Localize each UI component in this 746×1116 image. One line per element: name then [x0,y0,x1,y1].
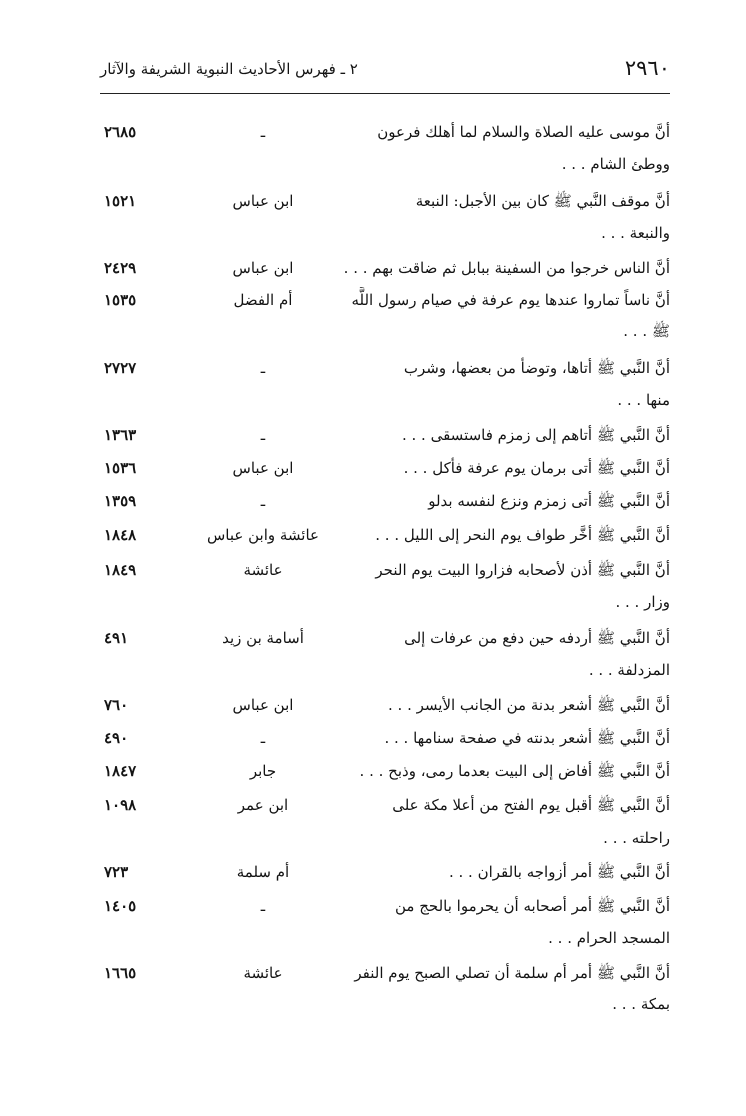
hadith-text: أنَّ النَّبي ﷺ أذن لأصحابه فزاروا البيت يوم النحر [375,561,670,579]
index-entry [100,893,670,947]
reference-number: ٢٤٢٩ [104,259,137,277]
narrator: ابن عمر [237,796,289,814]
hadith-text-continuation: والنبعة . . . [601,224,670,242]
narrator: أم سلمة [236,863,290,881]
reference-number: ١٥٣٥ [104,291,137,309]
index-entry [100,188,670,242]
reference-number: ١٨٤٨ [104,526,137,544]
narrator: ـ [260,359,266,377]
running-title: ٢ ـ فهرس الأحاديث النبوية الشريفة والآثار [100,60,358,78]
reference-number: ١٣٦٣ [104,426,137,444]
index-entry [100,859,670,885]
narrator: ـ [260,897,266,915]
hadith-text: أنَّ النَّبي ﷺ أشعر بدنة من الجانب الأيسر . . . [388,696,670,714]
narrator: عائشة وابن عباس [206,526,320,544]
reference-number: ١٨٤٧ [104,762,137,780]
reference-number: ١٥٢١ [104,192,137,210]
reference-number: ١٣٥٩ [104,492,137,510]
hadith-text-continuation: المزدلفة . . . [588,661,670,679]
reference-number: ١٨٤٩ [104,561,137,579]
narrator: ـ [260,426,266,444]
reference-number: ١٤٠٥ [104,897,137,915]
index-entry [100,422,670,448]
index-entry [100,758,670,784]
hadith-text: أنَّ موسى عليه الصلاة والسلام لما أهلك فرعون [377,123,670,141]
index-entry [100,960,670,1013]
reference-number: ٧٦٠ [104,696,129,714]
index-entry [100,455,670,481]
narrator: جابر [249,762,277,780]
hadith-text: أنَّ النَّبي ﷺ أتى برمان يوم عرفة فأكل . . . [403,459,670,477]
index-entry [100,287,670,340]
index-entry [100,557,670,611]
reference-number: ٧٢٣ [104,863,129,881]
hadith-text: أنَّ النَّبي ﷺ أتى زمزم ونزع لنفسه بدلو [428,492,670,510]
header-rule [100,93,670,94]
index-entry [100,522,670,548]
hadith-text: أنَّ النَّبي ﷺ أقبل يوم الفتح من أعلا مكة على [392,796,670,814]
narrator: ابن عباس [232,259,294,277]
hadith-text: أنَّ النَّبي ﷺ أشعر بدنته في صفحة سنامها . . . [384,729,670,747]
index-entry [100,355,670,409]
hadith-text: أنَّ النَّبي ﷺ أفاض إلى البيت بعدما رمى، وذبح . . . [359,762,670,780]
narrator: أسامة بن زيد [222,629,304,647]
page-number: ٢٩٦٠ [624,56,670,80]
index-entry [100,488,670,514]
hadith-text-continuation: ووطئ الشام . . . [561,155,670,173]
narrator: عائشة [243,964,283,982]
hadith-text-continuation: المسجد الحرام . . . [548,929,670,947]
hadith-text: أنَّ النَّبي ﷺ أمر أزواجه بالقران . . . [448,863,670,881]
reference-number: ١٥٣٦ [104,459,137,477]
index-entry [100,255,670,281]
narrator: ابن عباس [232,192,294,210]
index-entry [100,792,670,847]
reference-number: ٢٦٨٥ [104,123,137,141]
hadith-text: أنَّ الناس خرجوا من السفينة ببابل ثم ضاقت بهم . . . [343,259,670,277]
reference-number: ٤٩١ [104,629,129,647]
hadith-text-continuation: بمكة . . . [612,995,670,1013]
narrator: ـ [260,123,266,141]
hadith-text: أنَّ النَّبي ﷺ أتاها، وتوضأ من بعضها، وشرب [403,359,670,377]
index-entry [100,725,670,751]
index-entry [100,692,670,718]
hadith-text: أنَّ النَّبي ﷺ أردفه حين دفع من عرفات إلى [404,629,670,647]
reference-number: ٢٧٢٧ [104,359,137,377]
reference-number: ١٠٩٨ [104,796,137,814]
reference-number: ٤٩٠ [104,729,129,747]
narrator: أم الفضل [233,291,293,309]
narrator: ـ [260,729,266,747]
hadith-text: أنَّ النَّبي ﷺ أمر أصحابه أن يحرموا بالحج من [395,897,670,915]
hadith-text: أنَّ ناساً تماروا عندها يوم عرفة في صيام رسول اللَّه [351,291,670,309]
hadith-text-continuation: راحلته . . . [603,829,670,847]
narrator: ـ [260,492,266,510]
index-entry [100,625,670,679]
hadith-text: أنَّ موقف النَّبي ﷺ كان بين الأجبل: النبعة [415,192,670,210]
hadith-text: أنَّ النَّبي ﷺ أتاهم إلى زمزم فاستسقى . . . [401,426,670,444]
narrator: ابن عباس [232,696,294,714]
page-header [100,54,670,92]
hadith-text-continuation: ﷺ . . . [623,322,670,340]
hadith-text: أنَّ النَّبي ﷺ أخَّر طواف يوم النحر إلى الليل . . . [375,526,670,544]
narrator: ابن عباس [232,459,294,477]
hadith-text: أنَّ النَّبي ﷺ أمر أم سلمة أن تصلي الصبح يوم النفر [354,964,670,982]
hadith-text-continuation: وزار . . . [615,593,670,611]
index-entry [100,119,670,173]
hadith-text-continuation: منها . . . [617,391,670,409]
narrator: عائشة [243,561,283,579]
reference-number: ١٦٦٥ [104,964,137,982]
